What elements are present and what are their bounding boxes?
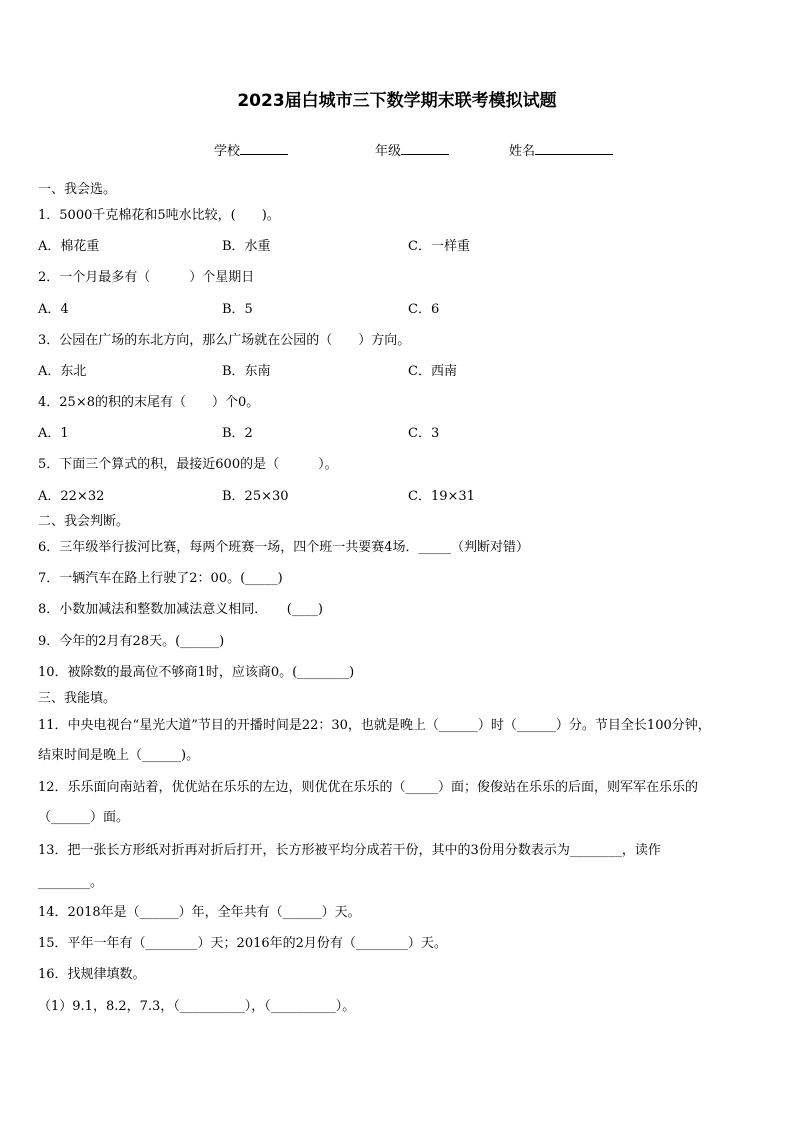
- q1-option-b: B．水重: [222, 239, 271, 254]
- question-4: 4．25×8的积的末尾有（ ）个0。: [38, 395, 260, 410]
- question-3: 3．公园在广场的东北方向，那么广场就在公园的（ ）方向。: [38, 333, 411, 348]
- question-13-line-2: ________。: [38, 875, 104, 890]
- q3-option-b: B．东南: [222, 364, 271, 379]
- q2-option-c: C．6: [408, 302, 440, 317]
- q1-option-a: A．棉花重: [38, 239, 100, 254]
- question-8: 8．小数加减法和整数加减法意义相同． (____): [38, 602, 323, 617]
- name-blank[interactable]: [535, 141, 613, 155]
- question-14: 14．2018年是（______）年，全年共有（______）天。: [38, 905, 361, 920]
- q4-option-c: C．3: [408, 426, 440, 441]
- q1-option-c: C．一样重: [408, 239, 470, 254]
- section-heading-2: 二、我会判断。: [38, 514, 130, 529]
- grade-field: [375, 140, 449, 159]
- question-15: 15．平年一年有（________）天；2016年的2月份有（________）天。: [38, 936, 447, 951]
- question-11-line-1: 11．中央电视台“星光大道”节目的开播时间是22：30，也就是晚上（______）时（______）分。节目全长100分钟，: [38, 718, 711, 733]
- question-10: 10．被除数的最高位不够商1时，应该商0。(________): [38, 665, 355, 680]
- q5-option-c: C．19×31: [408, 489, 475, 504]
- name-field: [509, 140, 613, 159]
- question-5: 5．下面三个算式的积，最接近600的是（ ）。: [38, 457, 338, 472]
- q2-option-b: B．5: [222, 302, 253, 317]
- question-11-line-2: 结束时间是晚上（______)。: [38, 748, 200, 763]
- question-6: 6．三年级举行拔河比赛，每两个班赛一场，四个班一共要赛4场．_____（判断对错）: [38, 540, 530, 555]
- grade-blank[interactable]: [401, 141, 449, 155]
- school-field: [214, 140, 288, 159]
- q2-option-a: A．4: [38, 302, 69, 317]
- section-heading-1: 一、我会选。: [38, 182, 117, 197]
- q5-option-b: B．25×30: [222, 489, 289, 504]
- page-title: 2023届白城市三下数学期末联考模拟试题: [237, 91, 557, 111]
- q3-option-a: A．东北: [38, 364, 87, 379]
- name-label: 姓名: [509, 144, 536, 159]
- school-label: 学校: [214, 144, 241, 159]
- q4-option-a: A．1: [38, 426, 69, 441]
- q4-option-b: B．2: [222, 426, 253, 441]
- question-13-line-1: 13．把一张长方形纸对折再对折后打开，长方形被平均分成若干份，其中的3份用分数表示为________，读作: [38, 843, 661, 858]
- section-heading-3: 三、我能填。: [38, 691, 117, 706]
- q3-option-c: C．西南: [408, 364, 457, 379]
- school-blank[interactable]: [240, 141, 288, 155]
- question-2: 2．一个月最多有（ ）个星期日: [38, 270, 255, 285]
- question-12-line-1: 12．乐乐面向南站着，优优站在乐乐的左边，则优优在乐乐的（_____）面；俊俊站在乐乐的后面，则军军在乐乐的: [38, 780, 699, 795]
- q5-option-a: A．22×32: [38, 489, 105, 504]
- question-7: 7．一辆汽车在路上行驶了2：00。(_____): [38, 571, 283, 586]
- question-1: 1．5000千克棉花和5吨水比较，( )。: [38, 208, 280, 223]
- grade-label: 年级: [375, 144, 402, 159]
- question-16-sub-1: （1）9.1，8.2，7.3，（__________），（__________）。: [38, 999, 356, 1014]
- question-12-line-2: （______）面。: [38, 810, 130, 825]
- question-16: 16．找规律填数。: [38, 967, 146, 982]
- question-9: 9．今年的2月有28天。(______): [38, 634, 225, 649]
